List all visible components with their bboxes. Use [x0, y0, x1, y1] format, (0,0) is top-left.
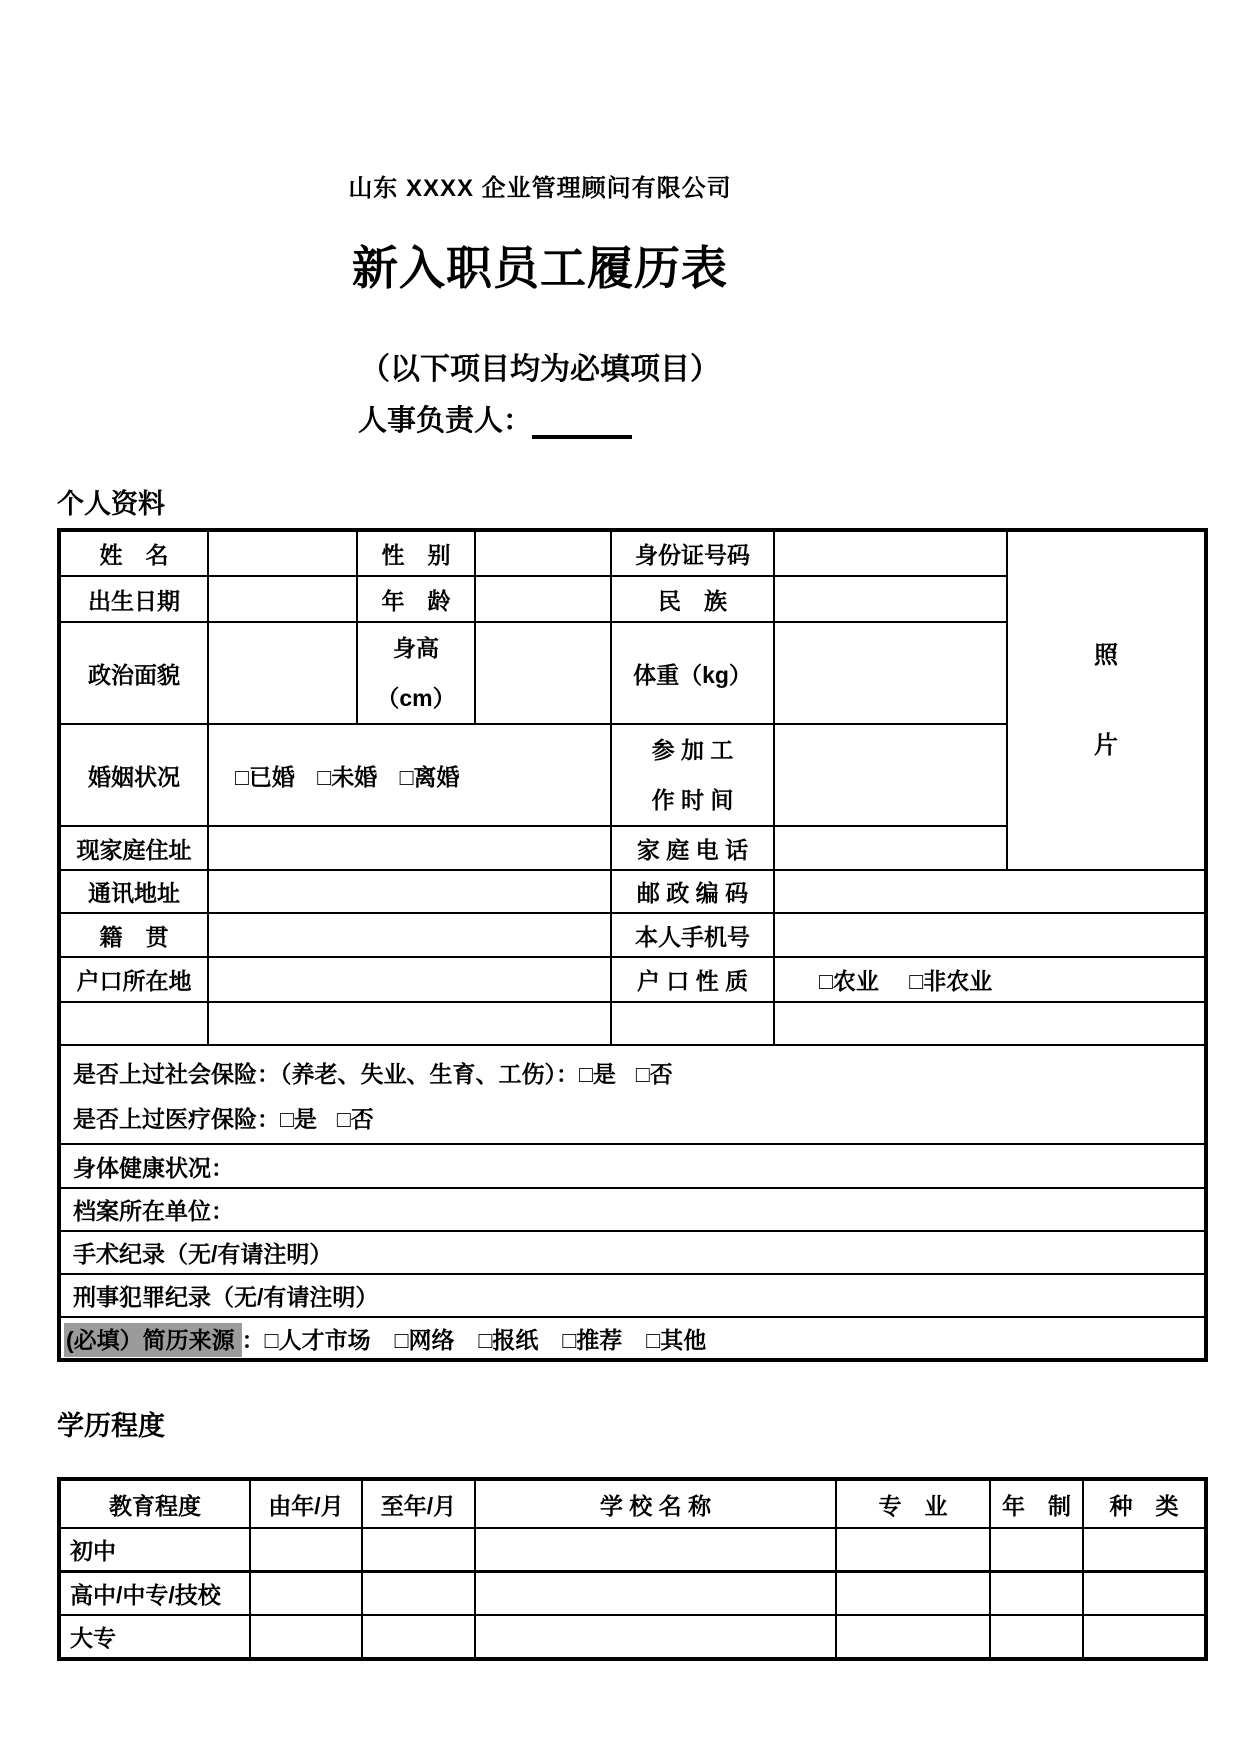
edu-cell[interactable] [990, 1528, 1083, 1572]
emergency-phone-label [611, 1002, 774, 1045]
table-row [59, 1274, 1206, 1317]
marital-options-cell [208, 724, 611, 826]
table-row [59, 1231, 1206, 1274]
mailing-address-label: 通讯地址 [59, 870, 208, 913]
edu-cell[interactable] [475, 1528, 836, 1572]
marital-option-married[interactable]: □已婚 [235, 763, 295, 790]
resume-source-option-job-market[interactable]: □人才市场 [264, 1326, 371, 1353]
marital-option-single[interactable]: □未婚 [317, 763, 378, 790]
edu-cell[interactable] [836, 1572, 990, 1616]
form-subtitle: （以下项目均为必填项目） [360, 353, 720, 386]
table-row [59, 1144, 1206, 1188]
edu-cell[interactable] [250, 1572, 362, 1616]
table-row [59, 1188, 1206, 1231]
health-status-label: 身体健康状况： [73, 1154, 234, 1181]
resume-source-colon: ： [241, 1326, 265, 1353]
table-row [59, 913, 1206, 957]
mobile-label: 本人手机号 [611, 913, 774, 957]
edu-cell[interactable] [475, 1615, 836, 1659]
table-row [59, 957, 1206, 1002]
emergency-contact-label [59, 1002, 208, 1045]
personal-info-heading: 个人资料 [57, 489, 165, 519]
edu-cell[interactable] [1083, 1528, 1206, 1572]
id-number-value-cell[interactable] [774, 530, 1007, 576]
social-insurance-no[interactable]: □否 [635, 1060, 673, 1087]
edu-header-major: 专 业 [836, 1479, 990, 1528]
native-place-value-cell[interactable] [208, 913, 611, 957]
education-heading: 学历程度 [57, 1411, 165, 1441]
emergency-contact-value-cell[interactable] [208, 1002, 611, 1045]
resume-source-label-highlighted: (必填）简历来源 [64, 1323, 242, 1357]
political-status-label: 政治面貌 [59, 622, 208, 724]
birth-date-value-cell[interactable] [208, 576, 357, 622]
resume-source-option-internet[interactable]: □网络 [394, 1326, 455, 1353]
work-start-time-value-cell[interactable] [774, 724, 1007, 826]
edu-cell[interactable] [362, 1528, 475, 1572]
weight-value-cell[interactable] [774, 622, 1007, 724]
edu-header-school: 学 校 名 称 [475, 1479, 836, 1528]
postal-code-value-cell[interactable] [774, 870, 1206, 913]
medical-insurance-label: 是否上过医疗保险： [73, 1105, 280, 1132]
table-row [59, 1528, 1206, 1572]
photo-label-line1: 照 [1094, 641, 1118, 669]
table-row [59, 530, 1206, 576]
birth-date-label: 出生日期 [59, 576, 208, 622]
resume-source-option-other[interactable]: □其他 [646, 1326, 707, 1353]
marital-option-divorced[interactable]: □离婚 [399, 763, 460, 790]
edu-level-college: 大专 [59, 1615, 250, 1659]
native-place-label: 籍 贯 [59, 913, 208, 957]
edu-header-years: 年 制 [990, 1479, 1083, 1528]
social-insurance-yes[interactable]: □是 [579, 1060, 616, 1087]
ethnicity-label: 民 族 [611, 576, 774, 622]
table-row [59, 1002, 1206, 1045]
archive-unit-cell[interactable] [59, 1188, 1206, 1231]
insurance-cell [59, 1045, 1206, 1144]
medical-insurance-yes[interactable]: □是 [280, 1105, 317, 1132]
emergency-phone-value-cell[interactable] [774, 1002, 1206, 1045]
edu-cell[interactable] [990, 1615, 1083, 1659]
table-row [59, 1317, 1206, 1360]
edu-cell[interactable] [1083, 1615, 1206, 1659]
mailing-address-value-cell[interactable] [208, 870, 611, 913]
table-row [59, 1572, 1206, 1616]
hukou-option-agricultural[interactable]: □农业 [819, 968, 879, 994]
photo-box[interactable] [1007, 530, 1206, 870]
social-insurance-label: 是否上过社会保险：（养老、失业、生育、工伤）： [73, 1060, 579, 1087]
health-status-cell[interactable] [59, 1144, 1206, 1188]
edu-header-from: 由年/月 [250, 1479, 362, 1528]
edu-cell[interactable] [362, 1572, 475, 1616]
edu-header-to: 至年/月 [362, 1479, 475, 1528]
mobile-value-cell[interactable] [774, 913, 1206, 957]
resume-source-cell [59, 1317, 1206, 1360]
work-start-time-label: 参 加 工 作 时 间 [611, 724, 774, 826]
medical-insurance-no[interactable]: □否 [336, 1105, 374, 1132]
table-row [59, 1045, 1206, 1144]
criminal-record-cell[interactable] [59, 1274, 1206, 1317]
hukou-options-cell [774, 957, 1206, 1002]
age-value-cell[interactable] [475, 576, 611, 622]
political-status-value-cell[interactable] [208, 622, 357, 724]
criminal-record-label: 刑事犯罪纪录（无/有请注明） [73, 1284, 379, 1310]
weight-label: 体重（kg） [611, 622, 774, 724]
home-phone-value-cell[interactable] [774, 826, 1007, 870]
home-phone-label: 家 庭 电 话 [611, 826, 774, 870]
edu-cell[interactable] [1083, 1572, 1206, 1616]
age-label: 年 龄 [357, 576, 475, 622]
home-address-label: 现家庭住址 [59, 826, 208, 870]
hukou-location-label: 户口所在地 [59, 957, 208, 1002]
edu-cell[interactable] [836, 1528, 990, 1572]
hukou-type-label: 户 口 性 质 [611, 957, 774, 1002]
archive-unit-label: 档案所在单位： [73, 1198, 234, 1224]
edu-level-junior-high: 初中 [59, 1528, 250, 1572]
photo-label-line2: 片 [1094, 731, 1118, 759]
personal-info-table [57, 528, 1208, 1362]
ethnicity-value-cell[interactable] [774, 576, 1007, 622]
hukou-option-non-agricultural[interactable]: □非农业 [909, 968, 993, 994]
surgery-record-cell[interactable] [59, 1231, 1206, 1274]
height-label: 身高 （cm） [357, 622, 475, 724]
medical-insurance-line [73, 1097, 1204, 1142]
edu-header-type: 种 类 [1083, 1479, 1206, 1528]
hukou-location-value-cell[interactable] [208, 957, 611, 1002]
height-value-cell[interactable] [475, 622, 611, 724]
company-name: 山东 XXXX 企业管理顾问有限公司 [348, 175, 732, 202]
marital-status-label: 婚姻状况 [59, 724, 208, 826]
home-address-value-cell[interactable] [208, 826, 611, 870]
resume-source-option-newspaper[interactable]: □报纸 [478, 1326, 539, 1353]
gender-label: 性 别 [357, 530, 475, 576]
education-table [57, 1477, 1208, 1661]
surgery-record-label: 手术纪录（无/有请注明） [73, 1241, 333, 1267]
edu-cell[interactable] [836, 1615, 990, 1659]
edu-cell[interactable] [475, 1572, 836, 1616]
hr-manager-label: 人事负责人： [358, 405, 533, 437]
edu-cell[interactable] [250, 1528, 362, 1572]
social-insurance-line [73, 1052, 1204, 1097]
postal-code-label: 邮 政 编 码 [611, 870, 774, 913]
edu-header-level: 教育程度 [59, 1479, 250, 1528]
id-number-label: 身份证号码 [611, 530, 774, 576]
edu-cell[interactable] [362, 1615, 475, 1659]
hr-manager-line [358, 398, 632, 439]
edu-cell[interactable] [250, 1615, 362, 1659]
resume-source-option-referral[interactable]: □推荐 [562, 1326, 623, 1353]
name-label: 姓 名 [59, 530, 208, 576]
table-row [59, 1615, 1206, 1659]
edu-level-senior-high: 高中/中专/技校 [59, 1572, 250, 1616]
name-value-cell[interactable] [208, 530, 357, 576]
form-title: 新入职员工履历表 [352, 242, 728, 294]
edu-cell[interactable] [990, 1572, 1083, 1616]
table-header-row [59, 1479, 1206, 1528]
table-row [59, 870, 1206, 913]
hr-manager-blank[interactable] [532, 405, 632, 439]
gender-value-cell[interactable] [475, 530, 611, 576]
